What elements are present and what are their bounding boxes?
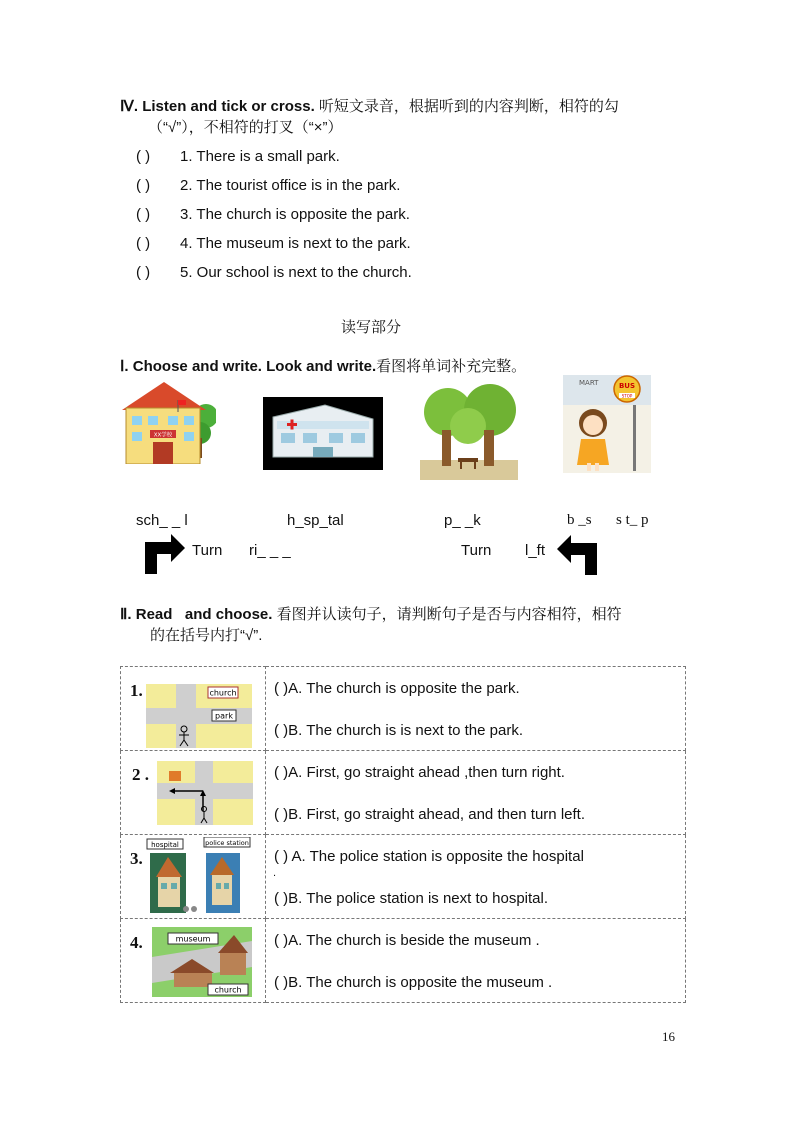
word-bus: b _s: [567, 512, 592, 528]
police-station-label: police station: [205, 839, 249, 847]
table-row: [121, 835, 686, 919]
church-label: church: [209, 688, 237, 698]
row-number: 1.: [130, 681, 143, 700]
school-picture: [120, 378, 216, 464]
answer-paren[interactable]: ( ): [136, 264, 151, 281]
mart-sign-text: MART: [579, 379, 599, 387]
section4-heading-line2: （“√”），不相符的打叉（“×”）: [148, 119, 343, 136]
item-text: 2. The tourist office is in the park.: [180, 177, 401, 194]
word-stop: s t_ p: [616, 512, 649, 528]
item-text: 4. The museum is next to the park.: [180, 235, 411, 252]
table-row: [121, 751, 686, 835]
section1-title-cn: 看图将单词补充完整。: [376, 358, 527, 375]
word-park: p_ _k: [444, 512, 481, 529]
part-title: 读写部分: [341, 319, 402, 336]
bus-stop-picture: [563, 375, 651, 473]
item-text: 3. The church is opposite the park.: [180, 206, 410, 223]
section2-title-cn: 看图并认读句子，请判断句子是否与内容相符，相符: [276, 606, 622, 623]
section1-numeral: Ⅰ.: [120, 358, 129, 375]
map-hospital-police: [146, 837, 252, 917]
item-text: 1. There is a small park.: [180, 148, 340, 165]
row-number: 3.: [130, 849, 143, 868]
word-school: sch_ _ l: [136, 512, 188, 529]
stray-dot: .: [273, 867, 277, 879]
answer-paren[interactable]: ( ): [136, 206, 151, 223]
turn-right-arrow-icon: [145, 534, 185, 574]
answer-paren[interactable]: ( ): [136, 148, 151, 165]
museum-label: museum: [175, 934, 211, 944]
choose-table: [120, 666, 686, 1003]
park-label: park: [215, 711, 233, 721]
hospital-label: hospital: [151, 841, 179, 849]
listen-item-1: [136, 148, 340, 166]
answer-paren[interactable]: ( ): [136, 235, 151, 252]
row-number: 4.: [130, 933, 143, 952]
section2-numeral: Ⅱ.: [120, 606, 132, 623]
option-b[interactable]: ( )B. First, go straight ahead, and then turn left.: [274, 806, 585, 823]
turn-left-word: l_ft: [525, 542, 546, 559]
section2-heading-line2: 的在括号内打“√”.: [150, 627, 263, 644]
table-row: [121, 919, 686, 1003]
turn-left-arrow-icon: [557, 535, 597, 575]
page-number: 16: [662, 1029, 675, 1044]
table-row: [121, 667, 686, 751]
listen-item-2: [136, 177, 400, 195]
row1-picture-cell: [121, 667, 266, 751]
option-b[interactable]: ( )B. The church is opposite the museum .: [274, 974, 553, 991]
option-a[interactable]: ( )A. First, go straight ahead ,then turn right.: [274, 764, 565, 781]
bus-sign-text: BUS: [618, 382, 636, 390]
option-b[interactable]: ( )B. The police station is next to hospital.: [274, 890, 549, 907]
option-a[interactable]: ( ) A. The police station is opposite the hospital: [274, 848, 584, 865]
option-b[interactable]: ( )B. The church is is next to the park.: [274, 722, 523, 739]
section4-title-en: Listen and tick or cross.: [142, 98, 315, 115]
answer-paren[interactable]: ( ): [136, 177, 151, 194]
option-a[interactable]: ( )A. The church is beside the museum .: [274, 932, 540, 949]
map-church-museum: [152, 927, 252, 997]
park-picture: [420, 382, 518, 480]
listen-item-4: [136, 235, 411, 253]
section2-heading: [120, 605, 622, 625]
word-hospital: h_sp_tal: [287, 512, 344, 529]
row1-options: [266, 667, 686, 751]
row4-options: [266, 919, 686, 1003]
turn-left-label: Turn: [461, 542, 492, 559]
school-sign-text: XX学校: [153, 432, 173, 439]
section4-title-cn: 听短文录音，根据听到的内容判断，相符的勾: [318, 98, 619, 115]
row4-picture-cell: [121, 919, 266, 1003]
section1-heading: [120, 357, 526, 377]
section2-title-en: Read and choose.: [135, 606, 273, 623]
section4-heading: [120, 97, 619, 117]
listen-item-3: [136, 206, 410, 224]
section1-title-en: Choose and write. Look and write.: [132, 358, 377, 375]
option-a[interactable]: ( )A. The church is opposite the park.: [274, 680, 520, 697]
row2-options: [266, 751, 686, 835]
item-text: 5. Our school is next to the church.: [180, 264, 412, 281]
church-label: church: [214, 985, 242, 995]
map-turn-directions: [157, 761, 253, 825]
stop-sign-text: STOP: [621, 393, 633, 399]
turn-right-label: Turn: [192, 542, 223, 559]
section4-numeral: Ⅳ.: [120, 98, 139, 115]
turn-right-word: ri_ _ _: [249, 542, 291, 559]
row-number: 2 .: [132, 765, 149, 784]
row3-picture-cell: [121, 835, 266, 919]
row2-picture-cell: [121, 751, 266, 835]
map-church-park: [146, 684, 252, 748]
listen-item-5: [136, 264, 412, 282]
row3-options: [266, 835, 686, 919]
hospital-picture: [263, 397, 383, 470]
